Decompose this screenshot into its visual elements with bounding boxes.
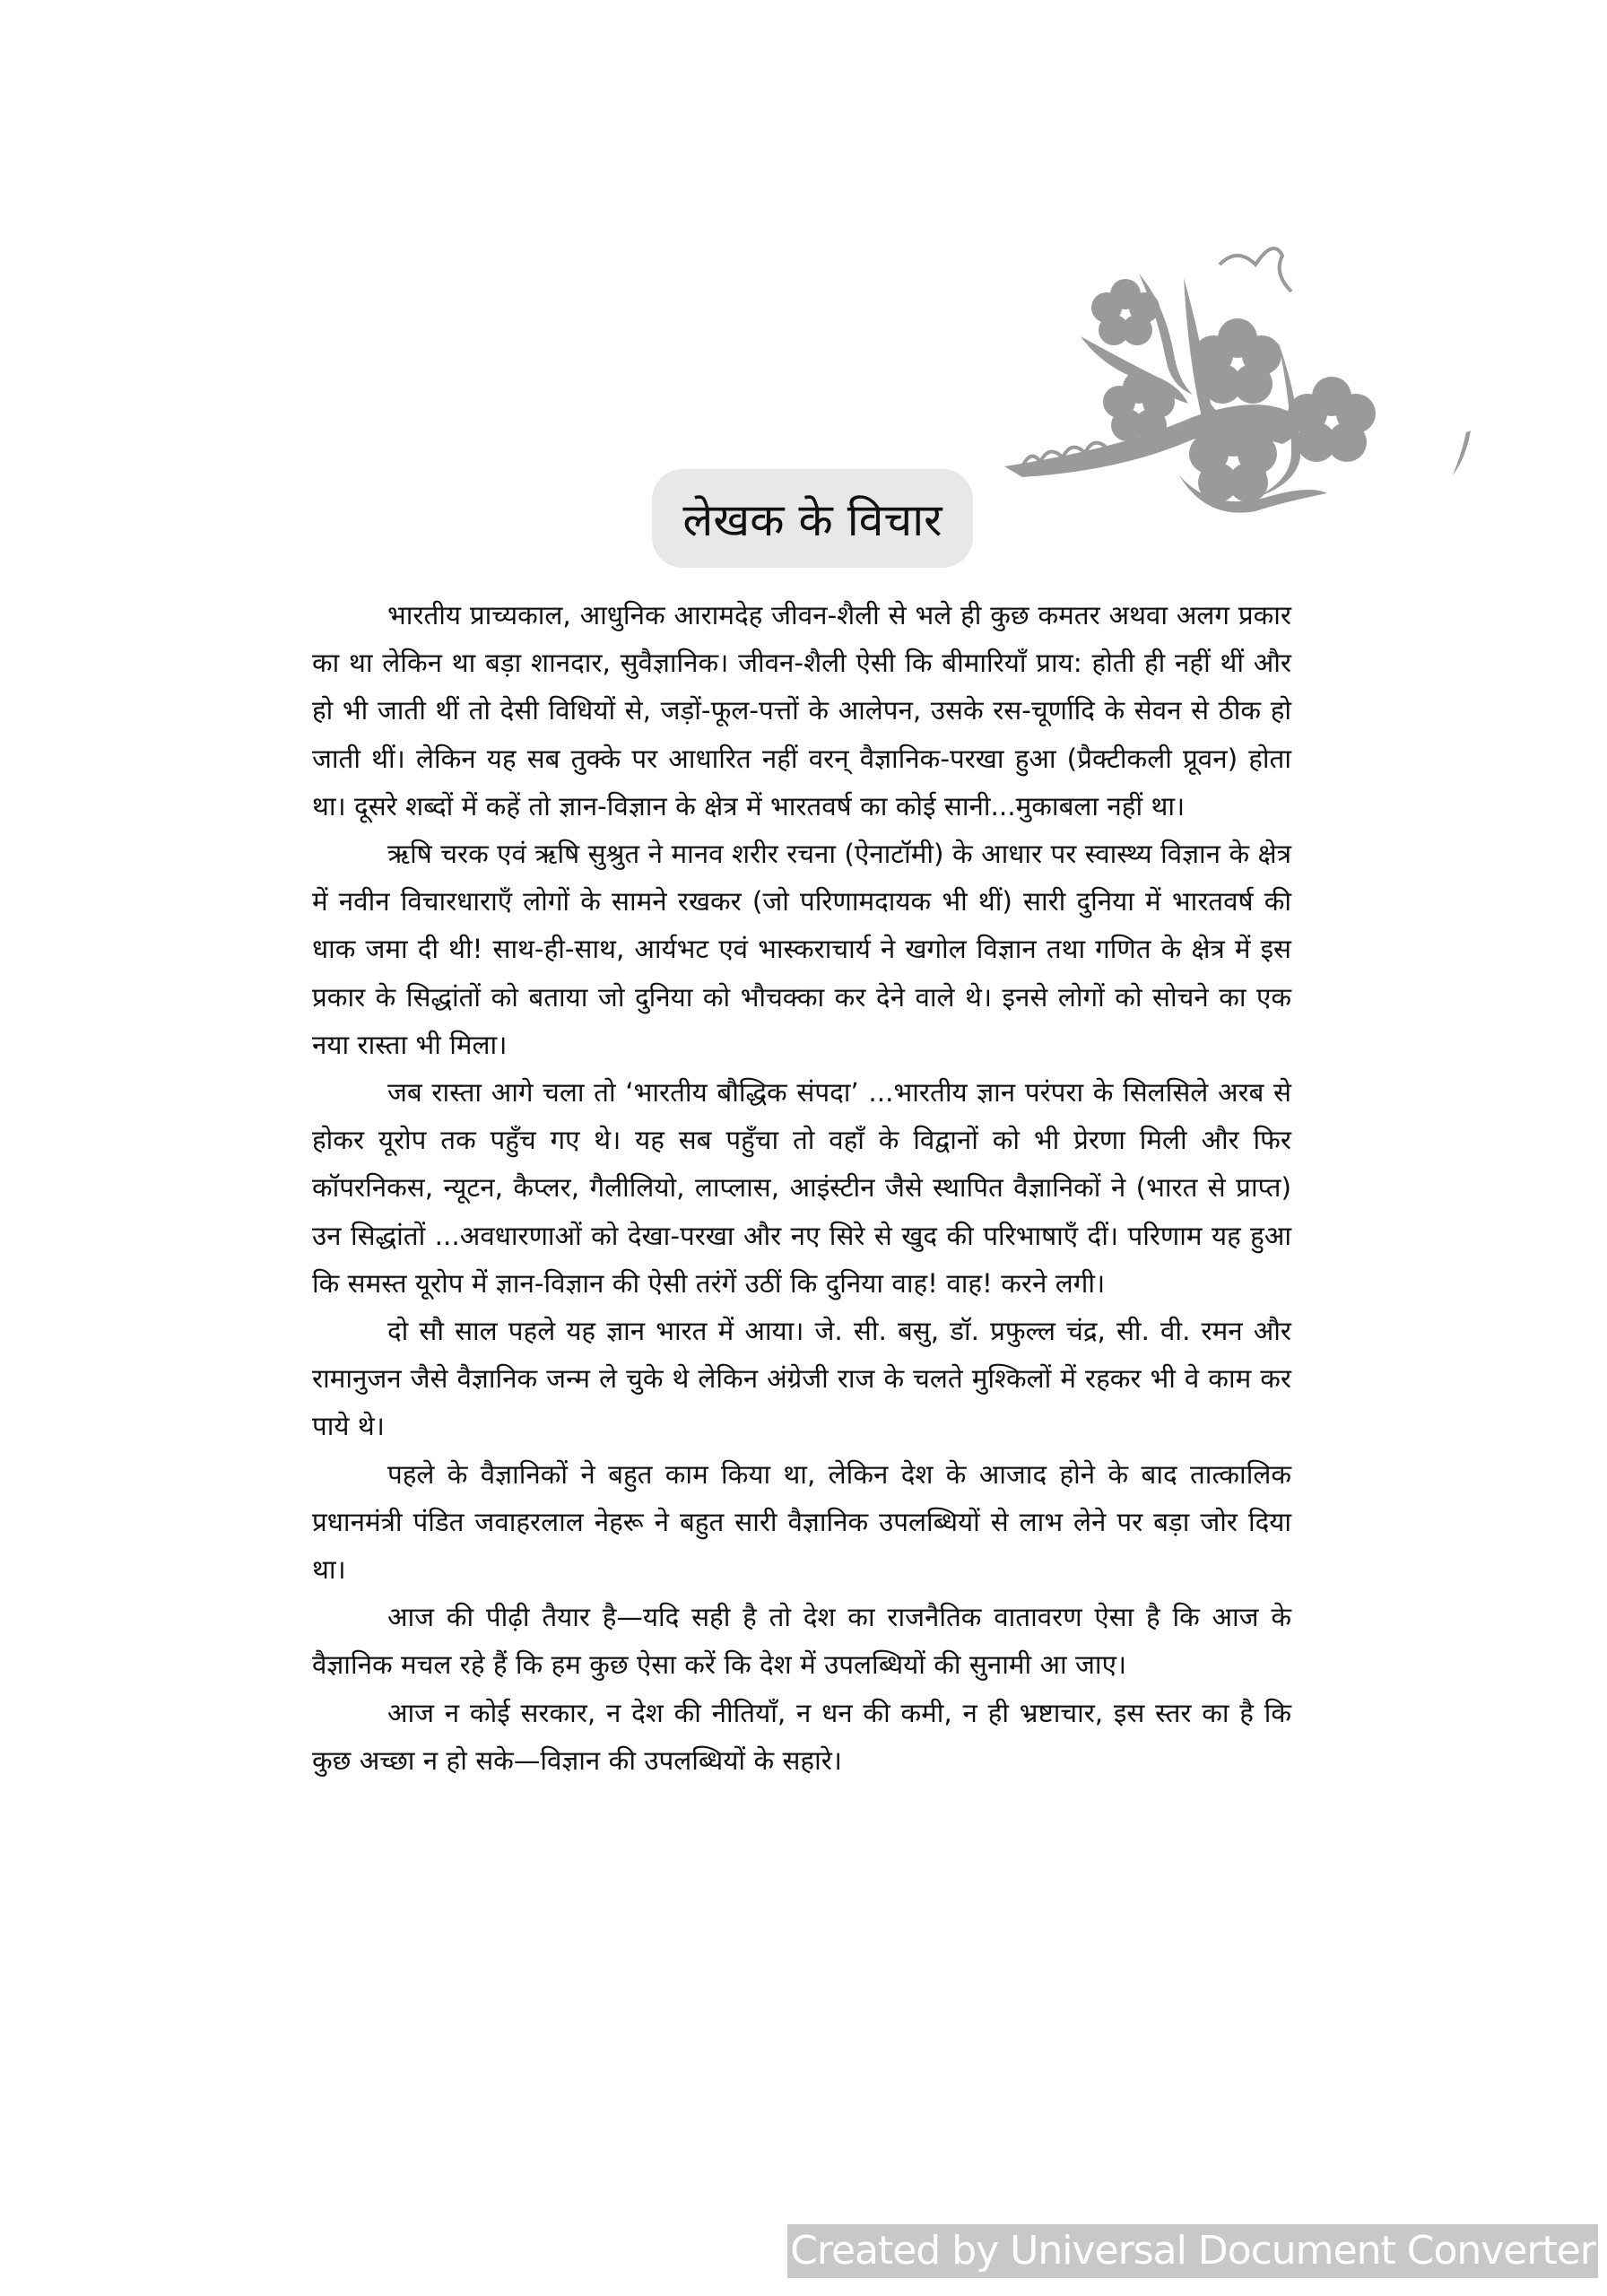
floral-ornament-icon xyxy=(986,224,1524,556)
title-box xyxy=(652,469,973,568)
paragraph: जब रास्ता आगे चला तो ‘भारतीय बौद्धिक संपदा’ ...भारतीय ज्ञान परंपरा के सिलसिले अरब से होकर यूरोप तक पहुँच गए थे। यह सब पहुँचा तो वहाँ के विद्वानों को भी प्रेरणा मिली और फिर कॉपरनिकस, न्यूटन, कैप्लर, गैलीलियो, लाप्लास, आइंस्टीन जैसे स्थापित वैज्ञानिकों ने (भारत से प्राप्त) उन सिद्धांतों ...अवधारणाओं को देखा-परखा और नए सिरे से खुद की परिभाषाएँ दीं। परिणाम यह हुआ कि समस्त यूरोप में ज्ञान-विज्ञान की ऐसी तरंगें उठीं कि दुनिया वाह! वाह! करने लगी। xyxy=(312,1077,1291,1299)
body-text xyxy=(312,592,1291,1785)
paragraph: दो सौ साल पहले यह ज्ञान भारत में आया। जे. सी. बसु, डॉ. प्रफुल्ल चंद्र, सी. वी. रमन और रामानुजन जैसे वैज्ञानिक जन्म ले चुके थे लेकिन अंग्रेजी राज के चलते मुश्किलों में रहकर भी वे काम कर पाये थे। xyxy=(312,1316,1291,1442)
paragraph: आज न कोई सरकार, न देश की नीतियाँ, न धन की कमी, न ही भ्रष्टाचार, इस स्तर का है कि कुछ अच्छा न हो सके—विज्ञान की उपलब्धियों के सहारे। xyxy=(312,1697,1291,1776)
paragraph: आज की पीढ़ी तैयार है—यदि सही है तो देश का राजनैतिक वातावरण ऐसा है कि आज के वैज्ञानिक मचल रहे हैं कि हम कुछ ऐसा करें कि देश में उपलब्धियों की सुनामी आ जाए। xyxy=(312,1602,1291,1681)
flowers xyxy=(1091,279,1376,502)
paragraph: पहले के वैज्ञानिकों ने बहुत काम किया था, लेकिन देश के आजाद होने के बाद तात्कालिक प्रधानमंत्री पंडित जवाहरलाल नेहरू ने बहुत सारी वैज्ञानिक उपलब्धियों से लाभ लेने पर बड़ा जोर दिया था। xyxy=(312,1458,1291,1586)
watermark: Created by Universal Document Converter xyxy=(787,2224,1598,2278)
page-title: लेखक के विचार xyxy=(682,494,942,546)
paragraph: ऋषि चरक एवं ऋषि सुश्रुत ने मानव शरीर रचना (ऐनाटॉमी) के आधार पर स्वास्थ्य विज्ञान के क्षेत्र में नवीन विचारधाराएँ लोगों के सामने रखकर (जो परिणामदायक भी थीं) सारी दुनिया में भारतवर्ष की धाक जमा दी थी! साथ-ही-साथ, आर्यभट एवं भास्कराचार्य ने खगोल विज्ञान तथा गणित के क्षेत्र में इस प्रकार के सिद्धांतों को बताया जो दुनिया को भौचक्का कर देने वाले थे। इनसे लोगों को सोचने का एक नया रास्ता भी मिला। xyxy=(312,839,1291,1060)
paragraph: भारतीय प्राच्यकाल, आधुनिक आरामदेह जीवन-शैली से भले ही कुछ कमतर अथवा अलग प्रकार का था लेकिन था बड़ा शानदार, सुवैज्ञानिक। जीवन-शैली ऐसी कि बीमारियाँ प्राय: होती ही नहीं थीं और हो भी जाती थीं तो देसी विधियों से, जड़ों-फूल-पत्तों के आलेपन, उसके रस-चूर्णादि के सेवन से ठीक हो जाती थीं। लेकिन यह सब तुक्के पर आधारित नहीं वरन् वैज्ञानिक-परखा हुआ (प्रैक्टीकली प्रूवन) होता था। दूसरे शब्दों में कहें तो ज्ञान-विज्ञान के क्षेत्र में भारतवर्ष का कोई सानी...मुकाबला नहीं था। xyxy=(312,600,1291,822)
